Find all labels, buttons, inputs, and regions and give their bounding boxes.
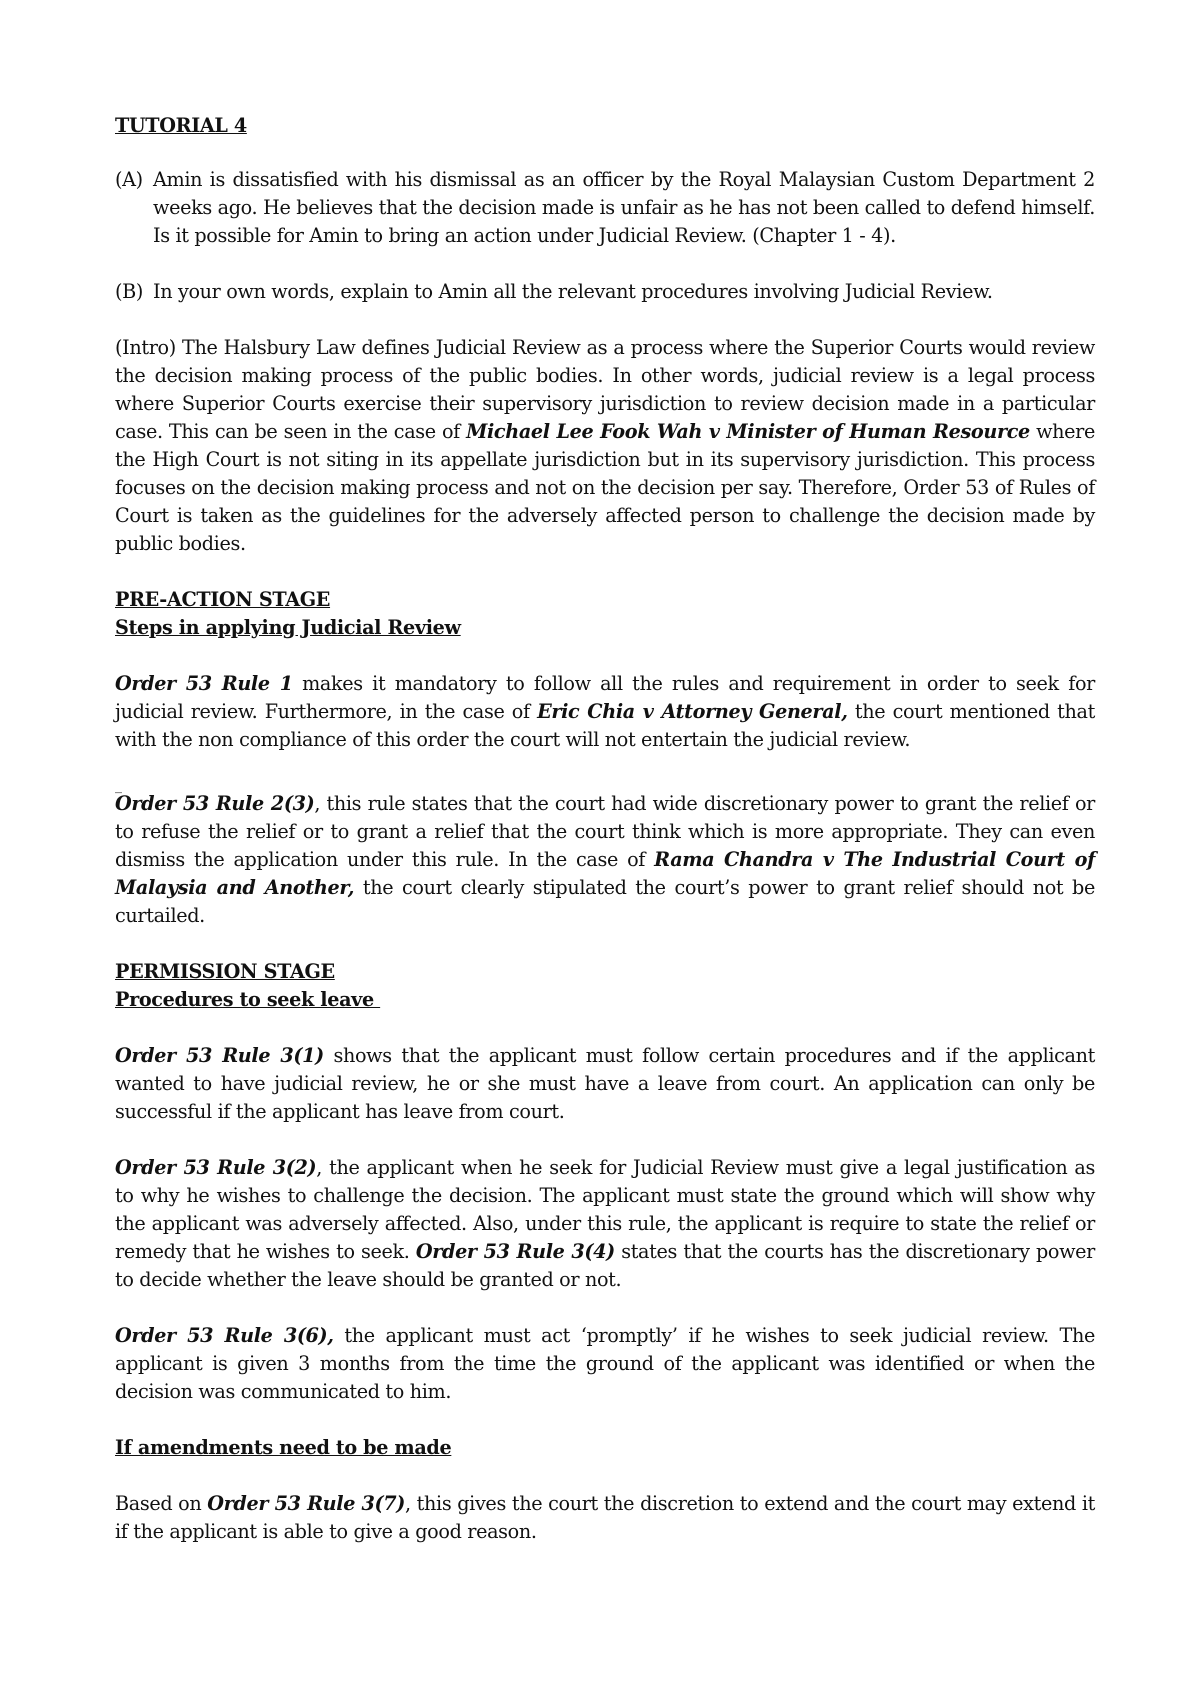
section-heading: PERMISSION STAGE bbox=[115, 960, 335, 983]
stray-dash: _ bbox=[115, 778, 122, 794]
rule-citation: Order 53 Rule 3(2) bbox=[115, 1156, 317, 1179]
question-a bbox=[115, 166, 1095, 250]
rule-citation: Order 53 Rule 3(4) bbox=[415, 1240, 615, 1263]
paragraph-rule-3-2: Order 53 Rule 3(2), the applicant when he seek for Judicial Review must give a legal justification as to why he wishes to challenge the decision. The applicant must state the ground which will show why the applicant was adversely affected. Also, under this rule, the applicant is require to state the relief or remedy that he wishes to seek. Order 53 Rule 3(4) states that the courts has the discretionary power to decide whether the leave should be granted or not. bbox=[115, 1156, 1096, 1291]
section-heading: If amendments need to be made bbox=[115, 1436, 452, 1459]
rule-citation: Order 53 Rule 2(3) bbox=[115, 792, 315, 815]
section-heading: PRE-ACTION STAGE bbox=[115, 588, 331, 611]
rule-citation: Order 53 Rule 3(6), bbox=[115, 1324, 334, 1347]
case-citation: Michael Lee Fook Wah v Minister of Human Resource bbox=[466, 420, 1030, 443]
section-subheading: Steps in applying Judicial Review bbox=[115, 616, 461, 639]
document-page bbox=[115, 112, 1095, 1574]
section-subheading: Procedures to seek leave bbox=[115, 988, 381, 1011]
question-label: (A) bbox=[115, 168, 143, 191]
question-b bbox=[115, 278, 1095, 306]
pre-action-headings bbox=[115, 586, 1095, 642]
permission-headings bbox=[115, 958, 1095, 1014]
question-label: (B) bbox=[115, 280, 144, 303]
case-citation: Rama Chandra v The Industrial Court of Malaysia and Another, bbox=[115, 848, 1095, 899]
page-title: TUTORIAL 4 bbox=[115, 114, 247, 137]
rule-citation: Order 53 Rule 3(1) bbox=[115, 1044, 324, 1067]
paragraph-rule-2-3: Order 53 Rule 2(3), this rule states that the court had wide discretionary power to grant the relief or to refuse the relief or to grant a relief that the court think which is more appropriate. They can even dismiss the application under this rule. In the case of Rama Chandra v The Industrial Court of Malaysia and Another, the court clearly stipulated the court’s power to grant relief should not be curtailed. bbox=[115, 792, 1095, 927]
rule-citation: Order 53 Rule 1 bbox=[115, 672, 293, 695]
paragraph-rule-3-6: Order 53 Rule 3(6), the applicant must act ‘promptly’ if he wishes to seek judicial review. The applicant is given 3 months from the time the ground of the applicant was identified or when the decision was communicated to him. bbox=[115, 1324, 1095, 1403]
case-citation: Eric Chia v Attorney General, bbox=[537, 700, 848, 723]
paragraph-rule-1: Order 53 Rule 1 makes it mandatory to follow all the rules and requirement in order to seek for judicial review. Furthermore, in the case of Eric Chia v Attorney General, the court mentioned that with the non compliance of this order the court will not entertain the judicial review. bbox=[115, 672, 1095, 751]
rule-citation: Order 53 Rule 3(7) bbox=[207, 1492, 406, 1515]
question-text: In your own words, explain to Amin all the relevant procedures involving Judicial Review. bbox=[153, 280, 993, 303]
intro-paragraph: (Intro) The Halsbury Law defines Judicial Review as a process where the Superior Courts would review the decision making process of the public bodies. In other words, judicial review is a legal process where Superior Courts exercise their supervisory jurisdiction to review decision made in a particular case. This can be seen in the case of Michael Lee Fook Wah v Minister of Human Resource where the High Court is not siting in its appellate jurisdiction but in its supervisory jurisdiction. This process focuses on the decision making process and not on the decision per say. Therefore, Order 53 of Rules of Court is taken as the guidelines for the adversely affected person to challenge the decision made by public bodies. bbox=[115, 336, 1095, 555]
paragraph-rule-3-1: Order 53 Rule 3(1) shows that the applicant must follow certain procedures and if the applicant wanted to have judicial review, he or she must have a leave from court. An application can only be successful if the applicant has leave from court. bbox=[115, 1044, 1096, 1123]
question-text: Amin is dissatisfied with his dismissal as an officer by the Royal Malaysian Custom Department 2 weeks ago. He believes that the decision made is unfair as he has not been called to defend himself. Is it possible for Amin to bring an action under Judicial Review. (Chapter 1 - 4). bbox=[153, 168, 1095, 247]
paragraph-rule-3-7: Based on Order 53 Rule 3(7), this gives the court the discretion to extend and the court may extend it if the applicant is able to give a good reason. bbox=[115, 1492, 1095, 1543]
